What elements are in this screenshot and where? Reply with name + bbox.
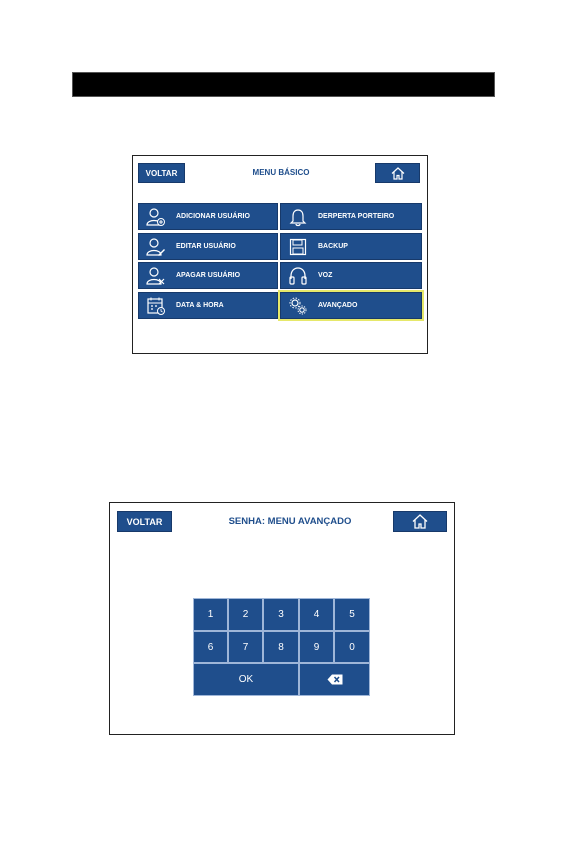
- key-2[interactable]: 2: [228, 598, 263, 631]
- voltar-button[interactable]: VOLTAR: [138, 163, 185, 183]
- avancado-button[interactable]: [280, 292, 422, 319]
- user-add-icon: [144, 206, 168, 228]
- key-5[interactable]: 5: [334, 598, 370, 631]
- backup-button[interactable]: [280, 233, 422, 260]
- home-button[interactable]: [375, 163, 420, 183]
- key-3[interactable]: 3: [263, 598, 299, 631]
- adicionar-usuario-button[interactable]: [138, 203, 278, 230]
- calendar-clock-icon: [144, 295, 168, 317]
- menu-label: DATA & HORA: [176, 302, 224, 309]
- voz-button[interactable]: [280, 262, 422, 289]
- editar-usuario-button[interactable]: [138, 233, 278, 260]
- menu-label: VOZ: [318, 272, 333, 279]
- home-button[interactable]: [393, 511, 447, 532]
- screen-title: MENU BÁSICO: [252, 168, 310, 177]
- floppy-disk-icon: [286, 236, 310, 258]
- ok-button[interactable]: OK: [193, 663, 299, 696]
- menu-label: EDITAR USUÁRIO: [176, 243, 236, 250]
- key-4[interactable]: 4: [299, 598, 334, 631]
- headphones-icon: [286, 265, 310, 287]
- key-7[interactable]: 7: [228, 631, 263, 663]
- key-9[interactable]: 9: [299, 631, 334, 663]
- menu-label: AVANÇADO: [318, 302, 358, 309]
- senha-screen: [109, 502, 455, 735]
- user-delete-icon: [144, 265, 168, 287]
- header-black-bar: [72, 72, 495, 97]
- keypad: [193, 598, 370, 696]
- home-icon: [412, 514, 428, 529]
- desperta-porteiro-button[interactable]: [280, 203, 422, 230]
- home-icon: [391, 167, 405, 180]
- bell-icon: [286, 206, 310, 228]
- menu-label: APAGAR USUÁRIO: [176, 272, 241, 279]
- menu-basico-screen: [132, 155, 428, 354]
- data-hora-button[interactable]: [138, 292, 278, 319]
- key-0[interactable]: 0: [334, 631, 370, 663]
- user-edit-icon: [144, 236, 168, 258]
- apagar-usuario-button[interactable]: [138, 262, 278, 289]
- menu-label: DERPERTA PORTEIRO: [318, 213, 395, 220]
- key-6[interactable]: 6: [193, 631, 228, 663]
- voltar-button[interactable]: VOLTAR: [117, 511, 172, 532]
- menu-label: ADICIONAR USUÁRIO: [176, 213, 250, 220]
- menu-label: BACKUP: [318, 243, 348, 250]
- gears-icon: [286, 295, 310, 317]
- backspace-icon: [327, 674, 343, 685]
- screen-title: SENHA: MENU AVANÇADO: [228, 516, 352, 527]
- key-8[interactable]: 8: [263, 631, 299, 663]
- backspace-button[interactable]: [299, 663, 370, 696]
- key-1[interactable]: 1: [193, 598, 228, 631]
